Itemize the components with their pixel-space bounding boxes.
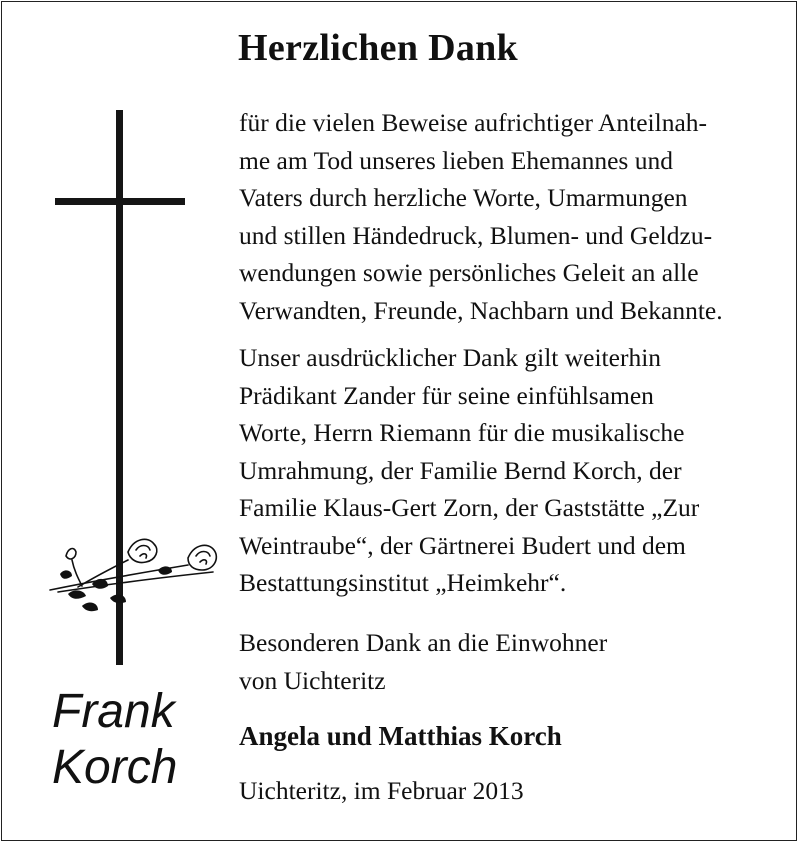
text-line: Worte, Herrn Riemann für die musikalische — [239, 418, 685, 447]
text-line: Familie Klaus-Gert Zorn, der Gaststätte „Zur — [239, 493, 700, 522]
deceased-last-name: Korch — [52, 741, 178, 794]
text-line: und stillen Händedruck, Blumen- und Geldzu- — [239, 220, 713, 250]
acknowledgement-paragraph — [239, 339, 699, 602]
text-line: Weintraube“, der Gärtnerei Budert und dem — [239, 530, 686, 560]
deceased-name — [52, 684, 177, 796]
text-line: für die vielen Beweise aufrichtiger Anteilnah- — [239, 108, 708, 137]
place-date: Uichteritz, im Februar 2013 — [239, 776, 524, 805]
notice-title: Herzlichen Dank — [238, 27, 518, 69]
signers-names: Angela und Matthias Korch — [239, 721, 562, 751]
thanks-paragraph — [239, 104, 723, 329]
text-line: von Uichteritz — [239, 665, 386, 695]
text-line: me am Tod unseres lieben Ehemannes und — [239, 145, 673, 175]
deceased-first-name: Frank — [52, 685, 175, 738]
text-line: Unser ausdrücklicher Dank gilt weiterhin — [239, 343, 662, 372]
text-line: Besonderen Dank an die Einwohner — [239, 628, 608, 657]
text-line: wendungen sowie persönliches Geleit an alle — [239, 258, 699, 287]
text-line: Vaters durch herzliche Worte, Umarmungen — [239, 183, 688, 212]
residents-thanks-paragraph — [239, 624, 607, 699]
text-line: Umrahmung, der Familie Bernd Korch, der — [239, 455, 682, 485]
rose-branch-icon — [48, 530, 228, 615]
text-line: Bestattungsinstitut „Heimkehr“. — [239, 568, 567, 597]
text-line: Verwandten, Freunde, Nachbarn und Bekannte. — [239, 295, 723, 325]
text-line: Prädikant Zander für seine einfühlsamen — [239, 380, 654, 410]
